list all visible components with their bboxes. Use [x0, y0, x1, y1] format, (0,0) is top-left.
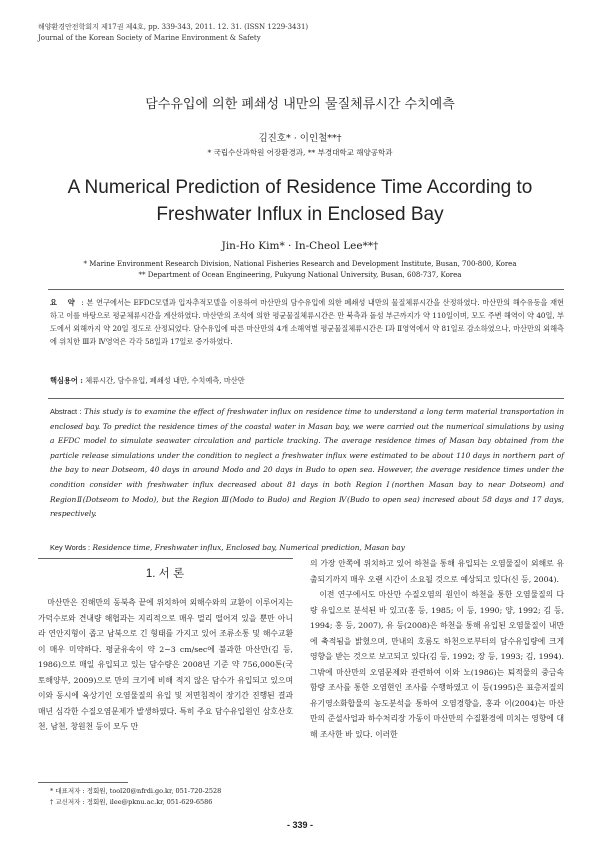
journal-name: Journal of the Korean Society of Marine Environment & Safety — [38, 33, 261, 42]
keywords-english-label: Key Words : — [50, 543, 91, 552]
footnote-divider — [38, 782, 128, 783]
authors-korean: 김진호* · 이인철**† — [258, 133, 342, 144]
affiliations-english — [0, 259, 600, 281]
body-paragraph: 이전 연구에서도 마산만 수질오염의 원인이 하천을 통한 오염물질의 다량 유입으로 분석된 바 있고(홍 등, 1985; 이 등, 1990; 양, 1992; 김 등, 1994; 홍 등, 2007), 유 등(2008)은 하천을 통해 유입된 오염물질이 내만에 축적됨을 밝혔으며, 만내의 호름도 하천으로부터의 담수유입량에 크게 영향을 받는 것으로 보고되고 있다(김 등, 1992; 장 등, 1993; 김, 1994). 그밖에 마산만의 오염문제와 관련하여 이와 노(1986)는 퇴적물의 중금속 함량 조사를 통한 오염현인 조사를 수행하였고 이 등(1995)은 표층저질의 유기영소화합물의 농도분석을 통하여 오염경향을, 홍과 이(2004)는 마산만의 준설사업과 하수처리장 가동이 마산만의 수질환경에 미치는 영향에 대해 조사한 바 있다. 이러한 — [310, 590, 564, 739]
footnote-corresponding-2: † 교신저자 : 정회원, ilee@pknu.ac.kr, 051-629-6586 — [50, 798, 213, 806]
keywords-korean-text: 체류시간, 담수유입, 폐쇄성 내만, 수치예측, 마산만 — [85, 376, 245, 385]
abstract-korean-label: 요 약 — [50, 298, 79, 307]
journal-citation: 해양환경안전학회지 제17권 제4호, pp. 339-343, 2011. 12. 31. (ISSN 1229-3431) — [38, 23, 309, 31]
body-paragraph: 의 가장 안쪽에 위치하고 있어 하천을 통해 유입되는 오염물질이 외해로 유출되기까지 매우 오랜 시간이 소요될 것으로 예상되고 있다(신 등, 2004). — [310, 559, 564, 584]
keywords-english — [50, 543, 564, 552]
footnotes — [50, 786, 300, 808]
keywords-korean — [50, 376, 564, 386]
section-title-introduction: 1. 서 론 — [145, 568, 185, 580]
divider-top — [48, 289, 564, 290]
page-number: - 339 - — [286, 820, 313, 830]
abstract-korean — [50, 296, 564, 348]
body-paragraph: 마산만은 진해만의 동북측 끝에 위치하여 외해수와의 교환이 이루어지는 가덕수로와 견내량 해협과는 지리적으로 매우 멀리 떨어져 있을 뿐만 아니라 연안지형이 좁고 남북으로 긴 형태를 가지고 있어 조류소통 및 해수교환이 매우 미약하다. 평균유속이 약 2∼3 cm/sec에 불과한 마산만(김 등, 1986)으로 매일 유입되고 있는 담수량은 2008년 기준 약 756,000톤(국토해양부, 2009)으로 만의 크기에 비해 적지 않은 담수가 유입되고 있으며 이와 동시에 육상기인 오염물질의 유입 및 저면침적이 장기간 진행된 결과 매년 심각한 수질오염문제가 발생하였다. 특히 주요 담수유입원인 삼호산호천, 남천, 창원천 등이 모두 만 — [38, 598, 293, 731]
keywords-korean-label: 핵심용어 : — [50, 376, 83, 385]
body-column-right — [310, 556, 564, 742]
abstract-english-text: This study is to examine the effect of freshwater influx on residence time to understand a long term material transportation in enclosed bay. To predict the residence times of the coastal water in Masan bay, we were carried out the numerical simulations by using a EFDC model to simulate seawater circulation and particle tracking. The average residence times of Masan bay obtained from the particle release simulations under the condition to neglect a freshwater influx were estimated to be about 110 days in northern part of the bay to near Dotseom, 40 days in around Modo and 20 days in Budo to open sea. However, the average residence times under the condition consider with freshwater influx decreased about 81 days in both Region Ⅰ(northen Masan bay to near Dotseom) and RegionⅡ(Dotseom to Modo), but the Region Ⅲ(Modo to Budo) and Region Ⅳ(Budo to open sea) incresed about 58 days and 17 days, respectively. — [50, 407, 565, 519]
journal-header — [38, 22, 558, 43]
footnote-corresponding-1: * 대표저자 : 정회원, tool20@nfrdi.go.kr, 051-720-2528 — [50, 787, 222, 795]
authors-english: Jin-Ho Kim* · In-Cheol Lee**† — [221, 240, 379, 252]
divider-bottom-left — [38, 558, 293, 559]
paper-title-english: A Numerical Prediction of Residence Time According to Freshwater Influx in Enclosed Bay — [67, 177, 533, 225]
keywords-english-text: Residence time, Freshwater influx, Enclosed bay, Numerical prediction, Masan bay — [92, 543, 405, 552]
affiliation-english-2: ** Department of Ocean Engineering, Pukyung National University, Busan, 608-737, Korea — [138, 271, 462, 279]
body-column-left — [38, 595, 293, 735]
divider-middle — [48, 398, 564, 399]
affiliation-korean: * 국립수산과학원 어장환경과, ** 부경대학교 해양공학과 — [207, 148, 393, 157]
paper-title-korean: 담수유입에 의한 폐쇄성 내만의 물질체류시간 수치예측 — [145, 97, 455, 112]
affiliation-english-1: * Marine Environment Research Division, National Fisheries Research and Development Institute, Busan, 700-800, Korea — [83, 260, 517, 268]
abstract-english — [50, 405, 564, 522]
abstract-korean-text: : 본 연구에서는 EFDC모델과 입자추적모델을 이용하여 마산만의 담수유입에 의한 폐쇄성 내만의 물질체류시간을 산정하였다. 마산만의 해수유동을 재현하고 이를 바탕으로 평균체류시간을 계산하였다. 마산만의 조석에 의한 평균물질체류시간은 만 북측과 돝섬 부근까지가 약 110일이며, 모도 주변 해역이 약 40일, 부도에서 외해까지 약 20일 정도로 산정되었다. 담수유입에 따른 마산만의 4개 소해역별 평균물질체류시간은 Ⅰ과 Ⅱ영역에서 약 81일로 감소하였으나, 마산만의 외해측에 위치한 Ⅲ과 Ⅳ영역은 각각 58일과 17일로 증가하였다. — [50, 298, 564, 346]
abstract-english-label: Abstract : — [50, 407, 82, 416]
